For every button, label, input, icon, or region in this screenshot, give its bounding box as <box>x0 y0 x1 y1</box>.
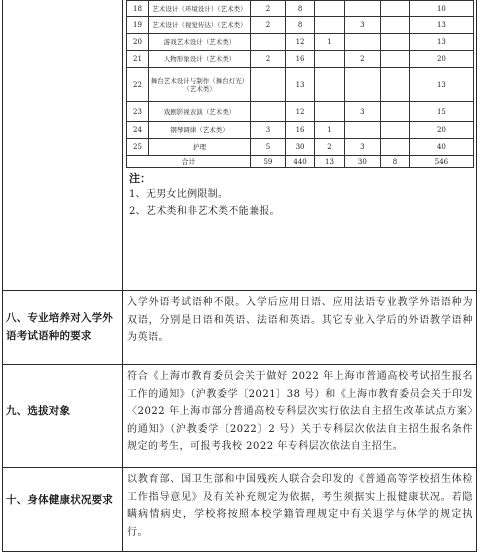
section-content-eligibility: 符合《上海市教育委员会关于做好 2022 年上海市普通高校考试招生报名工作的通知》（沪教委学〔2021〕38 号）和《上海市教育委员会关于印发〈2022 年上海市部分普通高校专科层次实行依法自主招生改革试点方案〉的通知》（沪教委学〔2022〕2 号）关于专科层次依法自主招生报名条件规定的考生，可报考我校 2022 年专科层次依法自主招生。 <box>127 371 473 452</box>
quota-cell <box>315 1 344 17</box>
quota-cell <box>344 68 380 102</box>
quota-cell: 2 <box>344 51 380 68</box>
quota-cell: 1 <box>315 34 344 51</box>
quota-cell <box>251 68 286 102</box>
total-row <box>127 156 474 168</box>
table-row <box>127 122 474 139</box>
major-name-cell: 戏剧影视表演（艺术类） <box>148 102 250 122</box>
notes-block <box>129 172 469 220</box>
row-number-cell: 20 <box>127 34 149 51</box>
total-label-cell: 合计 <box>127 156 251 168</box>
row-total-cell: 20 <box>409 51 473 68</box>
admission-plan-table <box>126 0 474 168</box>
section-label-health: 十、身体健康状况要求 <box>6 494 113 506</box>
total-quota-cell: 59 <box>251 156 286 168</box>
quota-cell <box>381 68 410 102</box>
quota-cell: 3 <box>251 122 286 139</box>
major-name-cell: 艺术设计（环境设计）（艺术类） <box>148 1 250 17</box>
quota-cell: 8 <box>285 17 315 34</box>
quota-cell <box>315 102 344 122</box>
section-label-eligibility: 九、选拔对象 <box>6 405 71 417</box>
table-row <box>127 34 474 51</box>
major-name-cell: 舞台艺术设计与制作（舞台灯光）（艺术类） <box>148 68 250 102</box>
table-row <box>127 139 474 156</box>
quota-cell <box>381 34 410 51</box>
quota-cell: 2 <box>251 1 286 17</box>
quota-cell: 30 <box>285 139 315 156</box>
section-divider <box>2 364 477 365</box>
quota-cell: 2 <box>251 17 286 34</box>
quota-cell <box>381 122 410 139</box>
quota-cell <box>251 102 286 122</box>
row-number-cell: 22 <box>127 68 149 102</box>
row-number-cell: 23 <box>127 102 149 122</box>
major-name-cell: 护理 <box>148 139 250 156</box>
quota-cell <box>344 122 380 139</box>
row-total-cell: 13 <box>409 68 473 102</box>
quota-cell: 1 <box>315 122 344 139</box>
table-row <box>127 68 474 102</box>
major-name-cell: 艺术设计（视觉传达）（艺术类） <box>148 17 250 34</box>
major-name-cell: 钢琴调律（艺术类） <box>148 122 250 139</box>
note-item: 2、艺术类和非艺术类不能兼报。 <box>129 206 280 217</box>
row-total-cell: 20 <box>409 122 473 139</box>
section-label-language: 八、专业培养对入学外语考试语种的要求 <box>6 312 113 342</box>
major-name-cell: 游戏艺术设计（艺术类） <box>148 34 250 51</box>
row-total-cell: 13 <box>409 17 473 34</box>
quota-cell <box>344 1 380 17</box>
quota-cell: 12 <box>285 102 315 122</box>
total-quota-cell: 8 <box>381 156 410 168</box>
section-divider <box>2 467 477 468</box>
quota-cell: 8 <box>285 1 315 17</box>
quota-cell: 2 <box>315 139 344 156</box>
quota-cell <box>344 34 380 51</box>
major-name-cell: 人物形象设计（艺术类） <box>148 51 250 68</box>
quota-cell: 13 <box>285 68 315 102</box>
quota-cell: 3 <box>344 17 380 34</box>
total-quota-cell: 13 <box>315 156 344 168</box>
row-number-cell: 18 <box>127 1 149 17</box>
table-row <box>127 51 474 68</box>
row-number-cell: 24 <box>127 122 149 139</box>
quota-cell: 5 <box>251 139 286 156</box>
row-total-cell: 10 <box>409 1 473 17</box>
label-column-divider <box>122 0 123 552</box>
table-row <box>127 17 474 34</box>
row-total-cell: 40 <box>409 139 473 156</box>
table-row <box>127 102 474 122</box>
quota-cell: 3 <box>344 139 380 156</box>
row-number-cell: 19 <box>127 17 149 34</box>
notes-title: 注： <box>129 172 151 185</box>
row-total-cell: 15 <box>409 102 473 122</box>
row-total-cell: 13 <box>409 34 473 51</box>
quota-cell <box>315 68 344 102</box>
quota-cell <box>381 1 410 17</box>
quota-cell <box>381 102 410 122</box>
quota-cell <box>381 17 410 34</box>
section-content-health: 以教育部、国卫生部和中国残疾人联合会印发的《普通高等学校招生体检工作指导意见》及有关补充规定为依据，考生须据实上报健康状况。若隐瞒病情病史，学校将按照本校学籍管理规定中有关退学与休学的规定执行。 <box>127 474 473 538</box>
quota-cell <box>381 139 410 156</box>
row-number-cell: 21 <box>127 51 149 68</box>
quota-cell <box>251 34 286 51</box>
section-divider <box>2 290 477 291</box>
quota-cell <box>315 17 344 34</box>
quota-cell: 12 <box>285 34 315 51</box>
table-row <box>127 1 474 17</box>
row-number-cell: 25 <box>127 139 149 156</box>
quota-cell: 16 <box>285 122 315 139</box>
grand-total-cell: 546 <box>409 156 473 168</box>
total-quota-cell: 30 <box>344 156 380 168</box>
total-quota-cell: 440 <box>285 156 315 168</box>
quota-cell: 3 <box>344 102 380 122</box>
quota-cell: 2 <box>251 51 286 68</box>
note-item: 1、无男女比例限制。 <box>129 189 229 200</box>
quota-cell <box>315 51 344 68</box>
quota-cell: 16 <box>285 51 315 68</box>
section-content-language: 入学外语考试语种不限。入学后应用日语、应用法语专业教学外语语种为双语，分别是日语和英语、法语和英语。其它专业入学后的外语教学语种为英语。 <box>127 297 473 343</box>
quota-cell <box>381 51 410 68</box>
